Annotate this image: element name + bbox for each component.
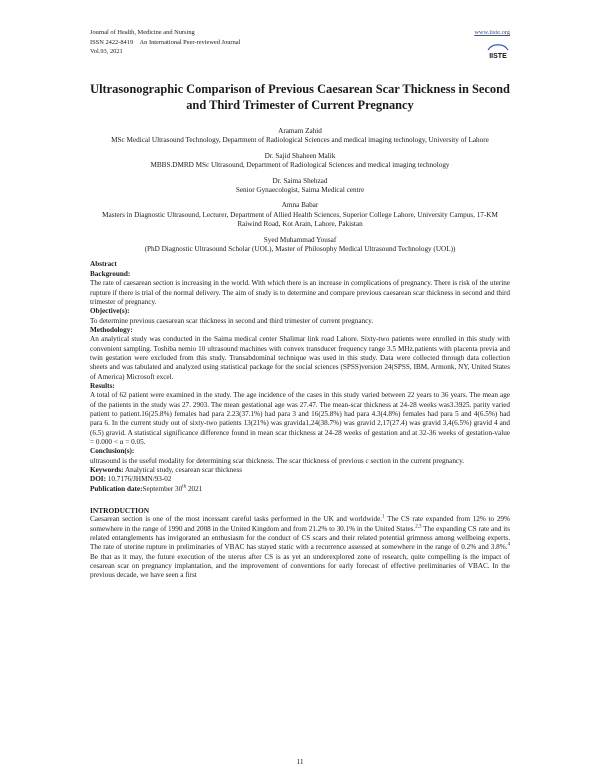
abstract-heading: Abstract	[90, 260, 117, 269]
author-block	[90, 152, 510, 171]
methodology-text: An analytical study was conducted in the Saima medical center Shalimar link road Lahore. Sixty-two patients were enrolled in this study with convenient sampling. Toshiba nemio 10 ultrasound machines with convex transducer frequency range 3.5 MHz.patients with placenta previa and twin gestation were excluded from this study. Transabdominal technique was used in this study. Data were collected through data collection sheets and was tabulated and analyzed using statistical package for the social sciences (SPSS)version 24(SPSS, IBM, Armonk, NY, United States of America) Microsoft excel.	[90, 335, 510, 381]
author-block	[90, 177, 510, 196]
citation-ref: 4	[507, 543, 510, 549]
author-name: Dr. Sajid Shaheen Malik	[264, 151, 336, 160]
volume-line: Vol.93, 2021	[90, 48, 123, 55]
author-name: Amna Babar	[281, 201, 319, 210]
objectives-text: To determine previous caesarean scar thickness in second and third trimester of current pregnancy.	[90, 316, 374, 325]
publication-date-line: Publication date:September 30th 2021	[90, 484, 203, 493]
issn-line: ISSN 2422-8419 An International Peer-reviewed Journal	[90, 38, 241, 46]
author-affiliation: (PhD Diagnostic Ultrasound Scholar (UOL), Master of Philosophy Medical Ultrasound Technology (UOL))	[144, 245, 456, 254]
keywords-line: Keywords: Analytical study, cesarean scar thickness	[90, 466, 243, 475]
author-name: Dr. Saima Shehzad	[272, 176, 328, 185]
page-number: 11	[296, 757, 304, 766]
results-heading: Results:	[90, 381, 115, 390]
author-name: Aramam Zahid	[278, 127, 322, 135]
citation-ref: 1	[382, 515, 385, 521]
background-text: The rate of caesarean section is increasing in the world. With which there is an increase in complications of pregnancy. There is risk of the uterine rupture if there is trial of the normal delivery. The aim of study is to determine and compare previous caesarean scar thickness in second and third trimester of pregnancy.	[90, 279, 510, 306]
svg-text:IISTE: IISTE	[489, 53, 507, 60]
iiste-logo-icon	[486, 42, 510, 60]
background-heading: Background:	[90, 269, 131, 278]
journal-name: Journal of Health, Medicine and Nursing	[90, 29, 195, 36]
article	[90, 81, 510, 581]
author-name: Syed Muhammad Yousaf	[263, 235, 337, 244]
introduction-heading: INTRODUCTION	[90, 506, 150, 516]
introduction-paragraph: Caesarean section is one of the most incessant careful tasks performed in the UK and worldwide.$^1$ The CS rate expanded from 12% to 29% somewhere in the range of 1990 and 2008 in the United Kingdom and from 21.2% to 30.1% in the United States.$^{2,3}$ The expanding CS rate and its related entanglements has invigorated an enthusiasm for the conduct of CS scars and their related potential grimness among wellbeing experts. The rate of uterine rupture in preliminaries of VBAC has stayed static with a recurrence assessed at somewhere in the range of 0.2% and 3.8%.$^4$ Be that as it may, the future execution of the uterus after CS is as yet an underexplored zone of research, quite compelling is the impact of cesarean scar on pregnancy implantation, and the improvement of conventions for early forecast of effective preliminaries of VBAC. In the previous decade, we have seen a first	[90, 515, 510, 580]
article-title: Ultrasonographic Comparison of Previous Caesarean Scar Thickness in Second and Third Trimester of Current Pregnancy	[90, 82, 510, 112]
conclusion-text: ultrasound is the useful modality for determining scar thickness. The scar thickness of previous c section in the current pregnancy.	[90, 456, 465, 465]
results-text: A total of 62 patient were examined in the study. The age incidence of the cases in this study varied between 22 years to 36 years. The mean age of the patients in the study was 27. 2903. The mean gestational age was 27.47. The mean-scar thickness at 24-28 weeks was3.3925. parity varied patient to patient.16(25.8%) females had para 2.23(37.1%) had para 3 and 16(25.8%) had para 4.3(4.8%) females had para 5 and 4(6.5%) had para 6. In the current study out of sixty-two patients 13(21%) was gravida1,24(38.7%) was gravid 2,17(27.4) was gravid 3,4(6.5%) gravid 4 and (6.5) gravid. A statistical significance difference found in mean scar thickness at 24-28 weeks of gestation and at 32-36 weeks of gestation-value = 0.000 < α = 0.05.	[90, 391, 510, 446]
author-affiliation: MBBS.DMRD MSc Ultrasound, Department of Radiological Sciences and medical imaging technology	[150, 161, 450, 170]
author-affiliation: Senior Gynaecologist, Saima Medical centre	[235, 186, 365, 195]
author-block	[90, 201, 510, 229]
running-header	[90, 28, 510, 57]
objectives-heading: Objective(s):	[90, 307, 130, 316]
methodology-heading: Methodology:	[90, 325, 133, 334]
journal-url-link[interactable]: www.iiste.org	[474, 29, 510, 36]
citation-ref: 2,3	[415, 524, 422, 530]
doi-line: DOI: 10.7176/JHMN/93-02	[90, 475, 172, 484]
author-affiliation: MSc Medical Ultrasound Technology, Department of Radiological Sciences and medical imaging technology, University of Lahore	[111, 136, 489, 145]
author-block	[90, 127, 510, 146]
abstract	[90, 260, 510, 494]
author-block	[90, 236, 510, 255]
introduction-section	[90, 506, 510, 581]
conclusion-heading: Conclusion(s):	[90, 447, 135, 456]
author-affiliation: Masters in Diagnostic Ultrasound, Lecturer, Department of Allied Health Sciences, Superior College Lahore, University Campus, 17-KM Raiwind Road, Kot Arain, Lahore, Pakistan	[102, 210, 498, 229]
